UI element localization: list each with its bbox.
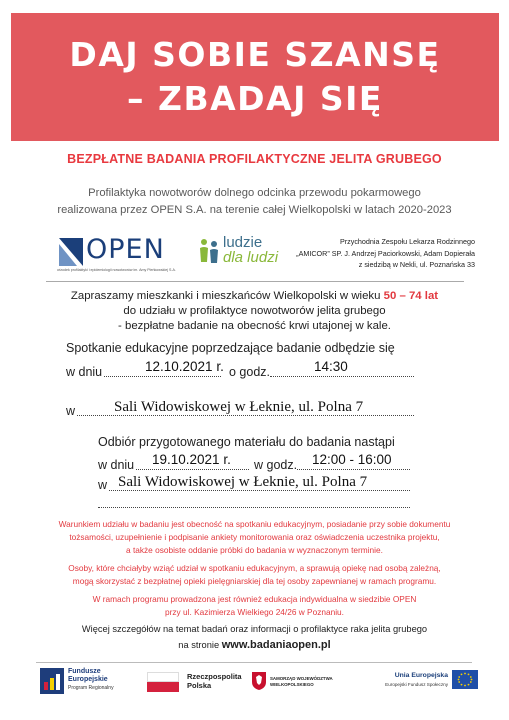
samorzad-logo xyxy=(252,668,372,698)
meeting-date-label: w dniu xyxy=(66,365,103,379)
people-icon xyxy=(196,236,222,266)
more-info-line-2 xyxy=(0,639,509,651)
fundusze-europejskie-icon xyxy=(40,668,64,694)
unia-europejska-logo xyxy=(380,668,480,698)
conditions-line-4: Osoby, które chciałyby wziąć udział w spotkaniu edukacyjnym, a sprawują opiekę nad osobą zależną, xyxy=(68,563,441,573)
conditions-line-7: przy ul. Kazimierza Wielkiego 24/26 w Poznaniu. xyxy=(165,607,344,617)
intro-line-2: realizowana przez OPEN S.A. na terenie całej Wielkopolski w latach 2020-2023 xyxy=(57,204,452,216)
intro-line-1: Profilaktyka nowotworów dolnego odcinka przewodu pokarmowego xyxy=(88,187,421,199)
meeting-heading: Spotkanie edukacyjne poprzedzające badanie odbędzie się xyxy=(66,341,395,355)
rp-label xyxy=(187,672,242,690)
open-logo-text: OPEN xyxy=(86,234,165,265)
pickup-heading: Odbiór przygotowanego materiału do badania nastąpi xyxy=(98,435,395,449)
pickup-place-value: Sali Widowiskowej w Łeknie, ul. Polna 7 xyxy=(118,474,368,490)
ue-fund: Europejski Fundusz Społeczny xyxy=(385,682,448,687)
fe-label-line-1: Fundusze xyxy=(68,668,101,675)
conditions-line-5: mogą skorzystać z bezpłatnej opieki pielęgniarskiej dla tej osoby zapewnianej w ramach programu. xyxy=(72,576,437,586)
pickup-date-value: 19.10.2021 r. xyxy=(152,452,231,467)
fundusze-europejskie-logo xyxy=(40,666,150,698)
invite-line-3: - bezpłatne badanie na obecność krwi utajonej w kale. xyxy=(118,320,391,332)
conditions-line-3: a także osobiste oddanie próbki do badania w wyznaczonym terminie. xyxy=(126,545,383,555)
headline-banner xyxy=(11,13,499,141)
invite-line-2: do udziału w profilaktyce nowotworów jelita grubego xyxy=(123,305,386,317)
pickup-place-label: w xyxy=(98,478,108,492)
ldl-logo-line-2: dla ludzi xyxy=(223,249,279,266)
headline-line-2: – ZBADAJ SIĘ xyxy=(127,79,383,118)
rzeczpospolita-polska-logo xyxy=(147,670,247,700)
coat-of-arms-icon xyxy=(252,672,266,690)
age-range: 50 – 74 lat xyxy=(383,290,439,302)
meeting-place-value: Sali Widowiskowej w Łeknie, ul. Polna 7 xyxy=(114,399,364,415)
more-info-line-1: Więcej szczegółów na temat badań oraz informacji o profilaktyce raka jelita grubego xyxy=(81,624,428,634)
sw-line-2: WIELKOPOLSKIEGO xyxy=(270,681,314,687)
clinic-line-1: Przychodnia Zespołu Lekarza Rodzinnego xyxy=(339,237,475,246)
open-logo xyxy=(57,233,176,279)
meeting-place-label: w xyxy=(66,404,76,418)
meeting-time-line xyxy=(270,376,414,377)
meeting-time-value: 14:30 xyxy=(314,359,348,374)
divider-bottom xyxy=(36,662,472,663)
pickup-date-label: w dniu xyxy=(98,458,135,472)
eu-flag-icon xyxy=(452,670,478,689)
fe-program: Program Regionalny xyxy=(68,685,114,691)
meeting-date-line xyxy=(104,376,221,377)
conditions-line-1: Warunkiem udziału w badaniu jest obecność na spotkaniu edukacyjnym, posiadanie przy sobie dokumentu xyxy=(58,519,451,529)
rp-line-1: Rzeczpospolita xyxy=(187,672,242,681)
open-logo-mark-icon xyxy=(57,236,85,268)
meeting-time-label: o godz. xyxy=(229,365,271,379)
ludzie-dla-ludzi-logo xyxy=(196,232,306,272)
fe-label-line-2: Europejskie xyxy=(68,676,108,683)
open-logo-caption: ośrodek profilaktyki i epidemiologii nowotworów im. Amy Pleńkowskiej S.A. xyxy=(57,268,176,272)
headline-line-1: DAJ SOBIE SZANSĘ xyxy=(69,35,441,74)
rp-line-2: Polska xyxy=(187,681,212,690)
clinic-line-2: „AMICOR” SP. J. Andrzej Paciorkowski, Adam Dopierała xyxy=(296,248,475,258)
pickup-time-line xyxy=(297,469,410,470)
ldl-logo-line-1: ludzie xyxy=(223,234,263,251)
pickup-extra-line xyxy=(98,507,410,508)
invite-line-1-text: Zapraszamy mieszkanki i mieszkańców Wielkopolski w wieku xyxy=(70,290,384,302)
conditions-line-2: tożsamości, uzupełnienie i podpisanie ankiety monitorowania oraz oświadczenia uczestnika projektu, xyxy=(69,532,440,542)
pickup-date-line xyxy=(136,469,249,470)
polish-flag-white xyxy=(147,672,179,682)
sw-label xyxy=(270,676,333,687)
pickup-time-label: w godz. xyxy=(254,458,298,472)
website-link[interactable]: www.badaniaopen.pl xyxy=(221,639,331,651)
divider-top xyxy=(46,281,464,282)
subtitle: BEZPŁATNE BADANIA PROFILAKTYCZNE JELITA GRUBEGO xyxy=(67,152,442,166)
meeting-date-value: 12.10.2021 r. xyxy=(145,359,224,374)
clinic-line-3: z siedzibą w Nekli, ul. Poznańska 33 xyxy=(358,260,475,269)
ue-label: Unia Europejska xyxy=(394,672,448,679)
more-info-prefix: na stronie xyxy=(178,640,222,650)
sw-line-1: SAMORZĄD WOJEWÓDZTWA xyxy=(270,676,333,681)
polish-flag-red xyxy=(147,682,179,692)
conditions-line-6: W ramach programu prowadzona jest również edukacja indywidualna w siedzibie OPEN xyxy=(92,594,417,604)
clinic-info xyxy=(296,236,475,271)
invite-line-1 xyxy=(0,290,509,302)
pickup-time-value: 12:00 - 16:00 xyxy=(312,452,392,467)
fe-label xyxy=(68,668,108,684)
